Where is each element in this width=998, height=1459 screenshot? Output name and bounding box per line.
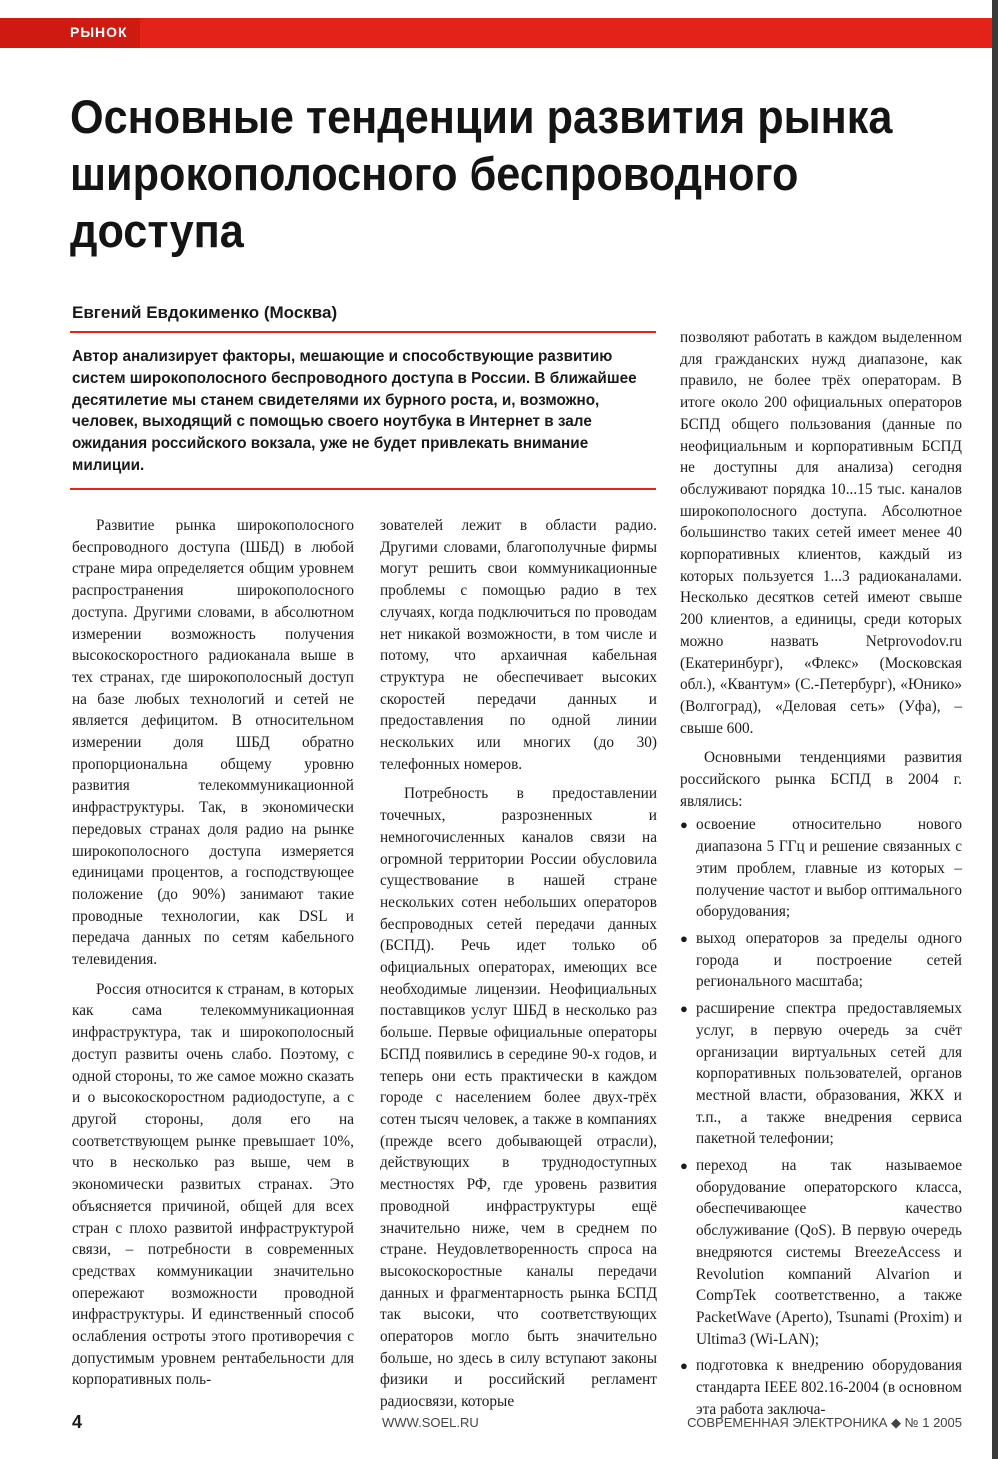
page-edge-shadow bbox=[992, 0, 998, 1459]
trends-list bbox=[680, 814, 962, 1420]
list-item bbox=[680, 998, 962, 1150]
section-label: РЫНОК bbox=[70, 24, 128, 40]
journal-name: СОВРЕМЕННАЯ ЭЛЕКТРОНИКА ◆ № 1 2005 bbox=[687, 1415, 962, 1430]
paragraph: Потребность в предоставлении точечных, разрозненных и немногочисленных каналов связи на огромной территории России обусловила существование в нашей стране нескольких сотен небольших операторов беспроводных сетей передачи данных (БСПД). Речь идет только об официальных операторах, имеющих все необходимые лицензии. Неофициальных поставщиков услуг ШБД в несколько раз больше. Первые официальные операторы БСПД появились в середине 90-х годов, и теперь они есть практически в каждом городе с населением более двух-трёх сотен тысяч человек, а также в компаниях (прежде всего добывающей отрасли), действующих в труднодоступных местностях РФ, где уровень развития проводной инфраструктуры ещё значительно ниже, чем в среднем по стране. Неудовлетворенность спроса на высокоскоростные каналы передачи данных и фрагментарность рынка БСПД так высоки, что соответствующих операторов могло быть значительно больше, но здесь в силу вступают законы физики и российский регламент радиосвязи, которые bbox=[380, 785, 657, 1411]
text-column-2 bbox=[380, 515, 657, 1413]
article-lead: Автор анализирует факторы, мешающие и способствующие развитию систем широкополосного беспроводного доступа в России. В ближайшее десятилетие мы станем свидетелями их бурного роста, и, возможно, человек, выходящий с помощью своего ноутбука в Интернет в зале ожидания российского вокзала, уже не будет привлекать внимание милиции. bbox=[72, 348, 637, 474]
list-item bbox=[680, 928, 962, 993]
list-item-text: переход на так называемое оборудование операторского класса, обеспечивающее качество обслуживание (QoS). В первую очередь внедряются системы BreezeAccess и Revolution компаний Alvarion и CompTek соответственно, а также PacketWave (Aperto), Tsunami (Proxim) и Ultima3 (Wi-LAN); bbox=[696, 1157, 962, 1348]
bullet-icon: ● bbox=[680, 1358, 688, 1374]
section-header-bar bbox=[0, 18, 998, 48]
list-item bbox=[680, 814, 962, 923]
bullet-icon: ● bbox=[680, 930, 688, 946]
bullet-icon: ● bbox=[680, 817, 688, 833]
page-footer bbox=[0, 1412, 998, 1438]
page-number: 4 bbox=[72, 1412, 83, 1432]
list-item-text: расширение спектра предоставляемых услуг, в первую очередь за счёт организации виртуальных сетей для корпоративных пользователей, органов местной власти, образования, ЖКХ и т.п., а также внедрения сервиса пакетной телефонии; bbox=[696, 1000, 962, 1148]
paragraph: зователей лежит в области радио. Другими словами, благополучные фирмы могут решить свои коммуникационные проблемы с помощью радио в тех случаях, когда подключиться по проводам нет никакой возможности, в том числе и потому, что архаичная кабельная структура не обеспечивает высоких скоростей передачи данных и предоставления по одной линии нескольких или многих (до 30) телефонных номеров. bbox=[380, 517, 657, 773]
lead-bottom-rule bbox=[70, 488, 656, 490]
list-item bbox=[680, 1355, 962, 1420]
article-title: Основные тенденции развития рынка широкополосного беспроводного доступа bbox=[70, 90, 893, 257]
paragraph: Развитие рынка широкополосного беспроводного доступа (ШБД) в любой стране мира определяется общим уровнем распространения широкополосного доступа. Другими словами, в абсолютном измерении возможность получения высокоскоростного радиоканала выше в тех странах, где широкополосный доступ на базе любых технологий и сетей не является дефицитом. В относительном измерении доля ШБД обратно пропорциональна общему уровню развития телекоммуникационной инфраструктуры. Так, в экономически передовых странах доля радио на рынке широкополосного доступа измеряется единицами процентов, а господствующее положение (до 90%) занимают такие проводные технологии, как DSL и передача данных по сетям кабельного телевидения. bbox=[72, 517, 354, 969]
bullet-icon: ● bbox=[680, 1158, 688, 1174]
lead-top-rule bbox=[70, 331, 656, 333]
list-item-text: выход операторов за пределы одного города и построение сетей регионального масштаба; bbox=[696, 929, 962, 991]
list-item bbox=[680, 1155, 962, 1350]
list-item-text: освоение относительно нового диапазона 5 ГГц и решение связанных с этим проблем, главные из которых – получение частот и выбор оптимального оборудования; bbox=[696, 816, 962, 921]
list-intro: Основными тенденциями развития российского рынка БСПД в 2004 г. являлись: bbox=[680, 749, 962, 810]
article-author: Евгений Евдокименко (Москва) bbox=[72, 303, 338, 322]
paragraph: Россия относится к странам, в которых как сама телекоммуникационная инфраструктура, так и широкополосный доступ развиты очень слабо. Поэтому, с одной стороны, то же самое можно сказать и о высокоскоростном радиодоступе, а с другой стороны, доля его на соответствующем рынке превышает 10%, что в несколько раз выше, чем в экономически развитых странах. Это объясняется причиной, общей для всех стран с плохо развитой инфраструктурой связи, – потребности в современных средствах коммуникации значительно опережают возможности проводной инфраструктуры. И единственный способ ослабления остроты этого противоречия с допустимым уровнем рентабельности для корпоративных поль- bbox=[72, 980, 354, 1389]
paragraph: позволяют работать в каждом выделенном для гражданских нужд диапазоне, как правило, не более трёх операторам. В итоге около 200 официальных операторов БСПД общего пользования (данные по неофициальным и корпоративным БСПД не доступны для анализа) сегодня обслуживают порядка 10...15 тыс. каналов широкополосного доступа. Абсолютное большинство таких сетей имеет менее 40 корпоративных клиентов, каждый из которых пользуется 1...3 радиоканалами. Несколько десятков сетей имеют свыше 200 клиентов, а единицы, среди которых можно назвать Netprovodov.ru (Екатеринбург), «Флекс» (Московская обл.), «Квантум» (С.-Петербург), «Юнико» (Волгоград), «Деловая сеть» (Уфа), – свыше 600. bbox=[680, 329, 962, 737]
list-item-text: подготовка к внедрению оборудования стандарта IEEE 802.16-2004 (в основном эта работа заключа- bbox=[696, 1357, 962, 1418]
text-column-1 bbox=[72, 515, 354, 1391]
bullet-icon: ● bbox=[680, 1001, 688, 1017]
text-column-3 bbox=[680, 327, 962, 1425]
website-link[interactable]: WWW.SOEL.RU bbox=[382, 1415, 479, 1430]
